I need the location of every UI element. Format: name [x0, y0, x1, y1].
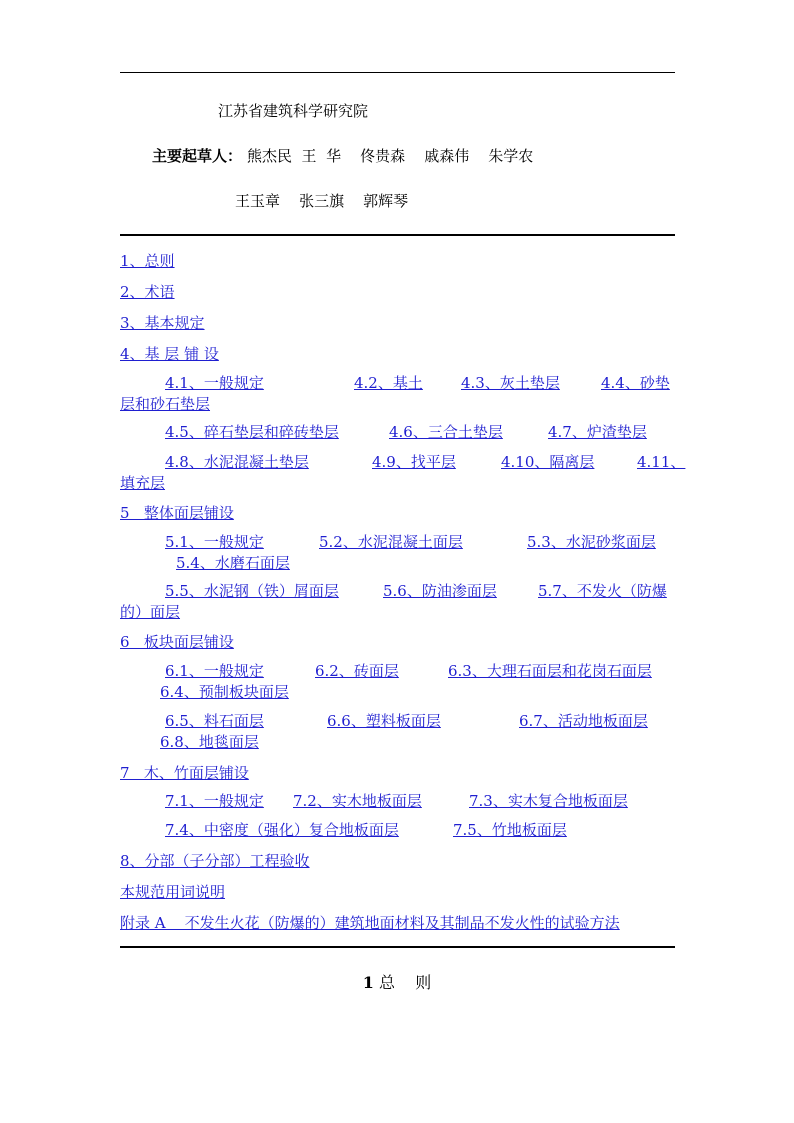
- toc-link-1[interactable]: 1、总则: [120, 252, 175, 270]
- toc-link-7-3[interactable]: 7.3、实木复合地板面层: [469, 792, 628, 810]
- toc-link-usage[interactable]: 本规范用词说明: [120, 883, 226, 901]
- toc-link-6-4[interactable]: 6.4、预制板块面层: [160, 683, 289, 701]
- toc-link-7-2[interactable]: 7.2、实木地板面层: [293, 792, 422, 810]
- toc-link-5-3[interactable]: 5.3、水泥砂浆面层: [527, 533, 656, 551]
- toc-link-4-7[interactable]: 4.7、炉渣垫层: [548, 423, 647, 441]
- toc-link-4-10[interactable]: 4.10、隔离层: [501, 453, 595, 471]
- chapter-title: 总 则: [378, 973, 432, 992]
- toc-link-4[interactable]: 4、基 层 铺 设: [120, 345, 219, 363]
- toc-link-4-1[interactable]: 4.1、一般规定: [165, 374, 264, 392]
- toc-link-6-6[interactable]: 6.6、塑料板面层: [327, 712, 441, 730]
- toc-link-4-8[interactable]: 4.8、水泥混凝土垫层: [165, 453, 309, 471]
- toc-link-6-1[interactable]: 6.1、一般规定: [165, 662, 264, 680]
- chapter-number: 1: [362, 973, 374, 992]
- toc-link-6-3[interactable]: 6.3、大理石面层和花岗石面层: [448, 662, 652, 680]
- toc-link-5[interactable]: 5 整体面层铺设: [120, 504, 234, 522]
- toc-link-6-8[interactable]: 6.8、地毯面层: [160, 733, 259, 751]
- toc-link-5-7[interactable]: 5.7、不发火（防爆: [538, 582, 667, 600]
- toc-link-7-1[interactable]: 7.1、一般规定: [165, 792, 264, 810]
- toc-link-4-9[interactable]: 4.9、找平层: [372, 453, 456, 471]
- drafters-line-2: 王玉章 张三旗 郭辉琴: [235, 192, 409, 210]
- toc-link-4-2[interactable]: 4.2、基土: [354, 374, 423, 392]
- toc-link-4-3[interactable]: 4.3、灰土垫层: [461, 374, 560, 392]
- toc-link-8[interactable]: 8、分部（子分部）工程验收: [120, 852, 310, 870]
- toc-link-6-5[interactable]: 6.5、料石面层: [165, 712, 264, 730]
- toc-link-4-4-cont[interactable]: 层和砂石垫层: [120, 395, 211, 413]
- toc-link-5-6[interactable]: 5.6、防油渗面层: [383, 582, 497, 600]
- toc-link-5-2[interactable]: 5.2、水泥混凝土面层: [319, 533, 463, 551]
- top-rule: [120, 72, 675, 73]
- toc-link-4-11[interactable]: 4.11、: [637, 453, 686, 471]
- toc-bottom-rule: [120, 946, 675, 948]
- toc-link-5-7-cont[interactable]: 的）面层: [120, 603, 181, 621]
- toc-link-5-5[interactable]: 5.5、水泥钢（铁）屑面层: [165, 582, 339, 600]
- toc-link-4-11-cont[interactable]: 填充层: [120, 474, 166, 492]
- chapter-heading: [0, 972, 794, 994]
- toc-link-7-5[interactable]: 7.5、竹地板面层: [453, 821, 567, 839]
- toc-link-6[interactable]: 6 板块面层铺设: [120, 633, 234, 651]
- toc-link-5-4[interactable]: 5.4、水磨石面层: [176, 554, 290, 572]
- toc-link-6-7[interactable]: 6.7、活动地板面层: [519, 712, 648, 730]
- drafters-line-1: 熊杰民 王 华 佟贵森 戚森伟 朱学农: [247, 147, 534, 165]
- toc-link-4-4[interactable]: 4.4、砂垫: [601, 374, 670, 392]
- toc-link-6-2[interactable]: 6.2、砖面层: [315, 662, 399, 680]
- toc-top-rule: [120, 234, 675, 236]
- toc-link-5-1[interactable]: 5.1、一般规定: [165, 533, 264, 551]
- toc-link-7-4[interactable]: 7.4、中密度（强化）复合地板面层: [165, 821, 399, 839]
- toc-link-4-6[interactable]: 4.6、三合土垫层: [389, 423, 503, 441]
- toc-link-3[interactable]: 3、基本规定: [120, 314, 205, 332]
- toc-link-4-5[interactable]: 4.5、碎石垫层和碎砖垫层: [165, 423, 339, 441]
- toc-link-7[interactable]: 7 木、竹面层铺设: [120, 764, 249, 782]
- toc-link-appendix-a[interactable]: 附录 A 不发生火花（防爆的）建筑地面材料及其制品不发火性的试验方法: [120, 914, 620, 932]
- toc-link-2[interactable]: 2、术语: [120, 283, 175, 301]
- drafters-label: 主要起草人：: [152, 147, 243, 165]
- institute-name: 江苏省建筑科学研究院: [218, 102, 369, 120]
